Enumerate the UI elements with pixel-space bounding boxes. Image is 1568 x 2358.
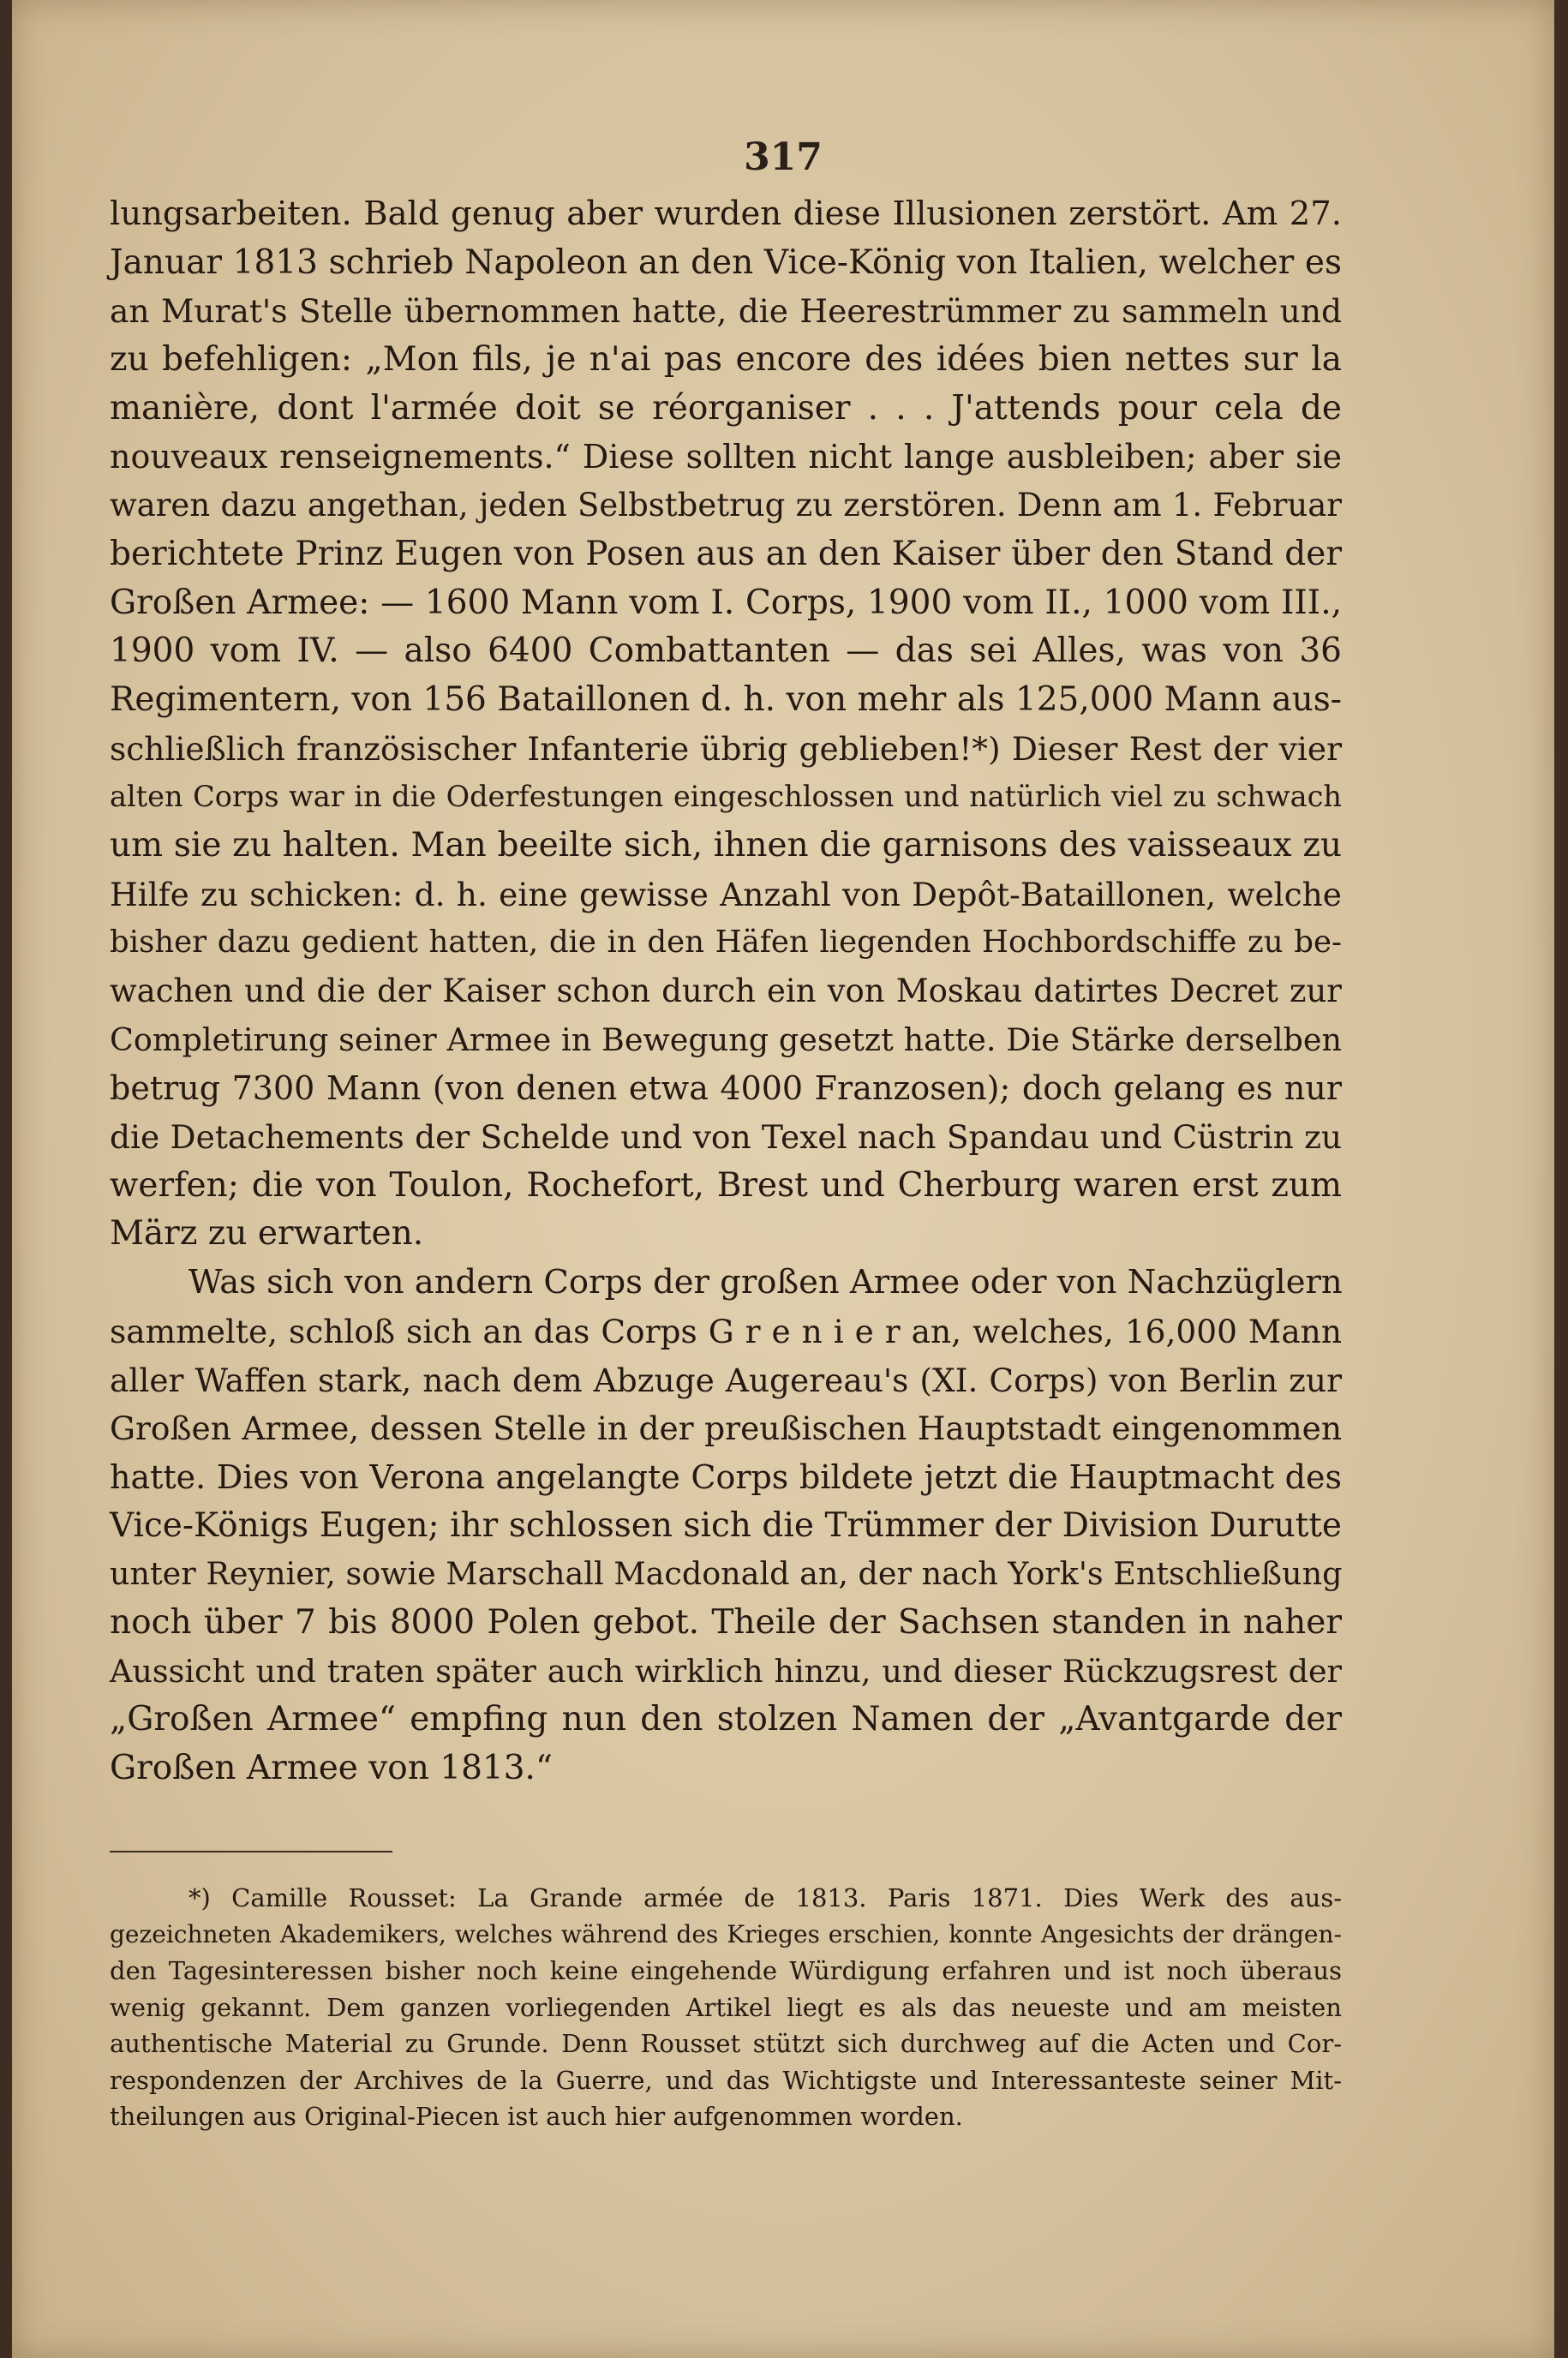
text-line: 1900 vom IV. — also 6400 Combattanten — das sei Alles, was von 36 [110,631,1342,671]
text-line: Completirung seiner Armee in Bewegung gesetzt hatte. Die Stärke derselben [110,1020,1342,1058]
text-line: Großen Armee: — 1600 Mann vom I. Corps, 1900 vom II., 1000 vom III., [110,583,1342,622]
text-line: schließlich französischer Infanterie übrig geblieben!*) Dieser Rest der vier [110,729,1342,768]
footnote-line: respondenzen der Archives de la Guerre, und das Wichtigste und Interessanteste seiner Mit- [110,2065,1342,2095]
footnote-line: *) Camille Rousset: La Grande armée de 1813. Paris 1871. Dies Werk des aus- [189,1883,1342,1912]
text-line: werfen; die von Toulon, Rochefort, Brest und Cherburg waren erst zum [110,1165,1342,1205]
text-line: hatte. Dies von Verona angelangte Corps bildete jetzt die Hauptmacht des [110,1457,1342,1496]
text-line: waren dazu angethan, jeden Selbstbetrug zu zerstören. Denn am 1. Februar [110,487,1342,524]
text-line: Aussicht und traten später auch wirklich hinzu, und dieser Rückzugsrest der [110,1652,1342,1690]
text-line: März zu erwarten. [110,1214,424,1254]
text-line: „Großen Armee“ empfing nun den stolzen Namen der „Avantgarde der [110,1700,1342,1739]
page-number: 317 [744,135,823,179]
text-line: an Murat's Stelle übernommen hatte, die Heerestrümmer zu sammeln und [110,292,1342,331]
text-line: Was sich von andern Corps der großen Armee oder von Nachzüglern [189,1263,1343,1302]
text-line: um sie zu halten. Man beeilte sich, ihnen die garnisons des vaisseaux zu [110,825,1342,865]
text-line: berichtete Prinz Eugen von Posen aus an den Kaiser über den Stand der [110,534,1342,573]
text-line: Vice-Königs Eugen; ihr schlossen sich die Trümmer der Division Durutte [110,1505,1342,1545]
text-line: lungsarbeiten. Bald genug aber wurden diese Illusionen zerstört. Am 27. [110,195,1342,233]
text-line: Hilfe zu schicken: d. h. eine gewisse Anzahl von Depôt-Bataillonen, welche [110,875,1342,913]
book-page [12,0,1554,2358]
text-line: Großen Armee von 1813.“ [110,1749,553,1787]
text-line: zu befehligen: „Mon fils, je n'ai pas encore des idées bien nettes sur la [110,340,1342,380]
text-line: betrug 7300 Mann (von denen etwa 4000 Franzosen); doch gelang es nur [110,1069,1342,1108]
text-line: Regimentern, von 156 Bataillonen d. h. von mehr als 125,000 Mann aus- [110,679,1342,719]
text-line: noch über 7 bis 8000 Polen gebot. Theile der Sachsen standen in naher [110,1602,1342,1642]
text-line: Januar 1813 schrieb Napoleon an den Vice-König von Italien, welcher es [110,242,1342,282]
footnote-line: den Tagesinteressen bisher noch keine eingehende Würdigung erfahren und ist noch überaus [110,1956,1342,1985]
text-line: aller Waffen stark, nach dem Abzuge Augereau's (XI. Corps) von Berlin zur [110,1361,1342,1399]
footnote-line: wenig gekannt. Dem ganzen vorliegenden Artikel liegt es als das neueste und am meisten [110,1992,1342,2022]
text-line: Großen Armee, dessen Stelle in der preußischen Hauptstadt eingenommen [110,1409,1342,1448]
text-line: sammelte, schloß sich an das Corps G r e n i e r an, welches, 16,000 Mann [110,1312,1342,1350]
text-line: unter Reynier, sowie Marschall Macdonald an, der nach York's Entschließung [110,1555,1343,1593]
text-line: manière, dont l'armée doit se réorganiser . . . J'attends pour cela de [110,388,1342,428]
text-line: bisher dazu gedient hatten, die in den Häfen liegenden Hochbordschiffe zu be- [110,925,1342,961]
text-line: die Detachements der Schelde und von Texel nach Spandau und Cüstrin zu [110,1118,1342,1157]
footnote-line: authentische Material zu Grunde. Denn Rousset stützt sich durchweg auf die Acten und Cor- [110,2029,1342,2058]
text-line: nouveaux renseignements.“ Diese sollten nicht lange ausbleiben; aber sie [110,438,1342,476]
footnote-line: theilungen aus Original-Piecen ist auch hier aufgenommen worden. [110,2102,963,2131]
text-line: wachen und die der Kaiser schon durch ein von Moskau datirtes Decret zur [110,973,1342,1009]
footnote-rule [110,1851,392,1852]
footnote-line: gezeichneten Akademikers, welches während des Krieges erschien, konnte Angesichts der drängen- [110,1919,1342,1948]
footnote [110,1880,1342,2135]
body-text [110,190,1342,1793]
text-line: alten Corps war in die Oderfestungen eingeschlossen und natürlich viel zu schwach [110,780,1342,814]
